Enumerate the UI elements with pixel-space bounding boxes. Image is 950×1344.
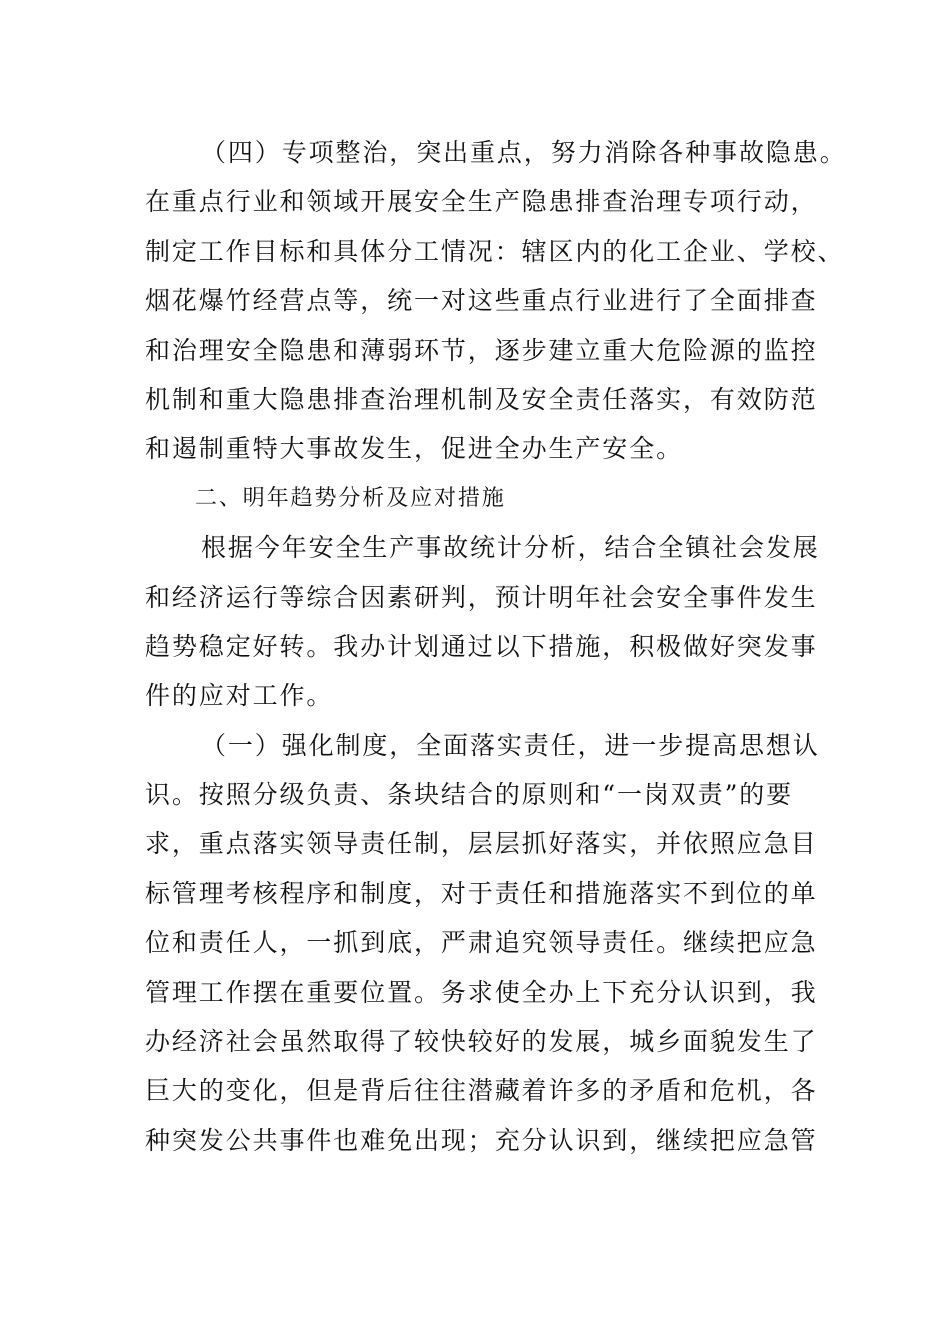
text-line: 件的应对工作。 — [145, 681, 334, 711]
text-line: 烟花爆竹经营点等，统一对这些重点行业进行了全面排查 — [145, 286, 818, 316]
text-line: 和经济运行等综合因素研判，预计明年社会安全事件发生 — [145, 582, 818, 612]
text-line: 和治理安全隐患和薄弱环节，逐步建立重大危险源的监控 — [145, 335, 818, 365]
text-line: 识。按照分级负责、条块结合的原则和“一岗双责”的要 — [145, 780, 794, 810]
text-line: 种突发公共事件也难免出现；充分认识到，继续把应急管 — [145, 1125, 818, 1155]
text-line: 办经济社会虽然取得了较快较好的发展，城乡面貌发生了 — [145, 1027, 818, 1057]
text-line: 趋势稳定好转。我办计划通过以下措施，积极做好突发事 — [145, 631, 818, 661]
text-line: 位和责任人，一抓到底，严肃追究领导责任。继续把应急 — [145, 928, 818, 958]
text-line: 制定工作目标和具体分工情况：辖区内的化工企业、学校、 — [145, 236, 845, 266]
text-line: 机制和重大隐患排查治理机制及安全责任落实，有效防范 — [145, 384, 818, 414]
document-body — [145, 128, 847, 1165]
text-line: 管理工作摆在重要位置。务求使全办上下充分认识到，我 — [145, 977, 818, 1007]
text-line: 和遏制重特大事故发生，促进全办生产安全。 — [145, 434, 684, 464]
paragraph-first-line: 根据今年安全生产事故统计分析，结合全镇社会发展 — [201, 533, 820, 563]
text-line: 在重点行业和领域开展安全生产隐患排查治理专项行动， — [145, 187, 818, 217]
text-line: 求，重点落实领导责任制，层层抓好落实，并依照应急目 — [145, 829, 818, 859]
section-heading: 二、明年趋势分析及应对措施 — [195, 485, 506, 511]
section-4-first-line: （四）专项整治，突出重点，努力消除各种事故隐患。 — [201, 138, 847, 167]
text-line: 巨大的变化，但是背后往往潜藏着许多的矛盾和危机，各 — [145, 1076, 818, 1106]
subsection-1-first-line: （一）强化制度，全面落实责任，进一步提高思想认 — [201, 730, 820, 760]
text-line: 标管理考核程序和制度，对于责任和措施落实不到位的单 — [145, 878, 818, 908]
